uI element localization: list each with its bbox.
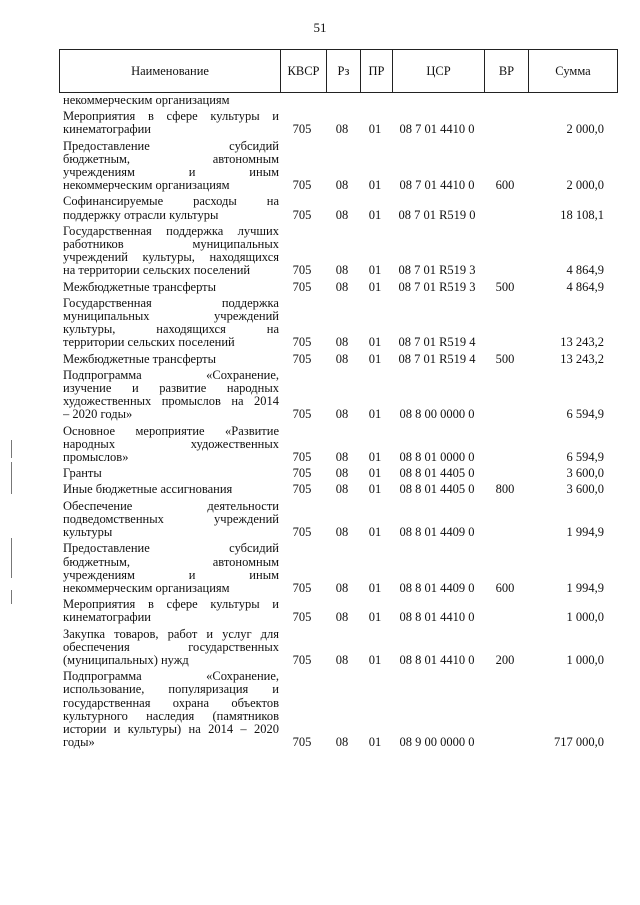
row-name-line: обеспечения государственных — [63, 640, 279, 654]
header-name: Наименование — [131, 63, 209, 78]
cell-pr: 01 — [368, 335, 382, 350]
table-row — [59, 628, 618, 668]
row-name — [59, 281, 279, 294]
row-name-line: культурного наследия (памятников — [63, 709, 279, 723]
row-name-line: некоммерческим организациям — [63, 179, 230, 193]
row-name-line: на территории сельских поселений — [63, 264, 251, 278]
header-kvsr: КВСР — [280, 50, 326, 92]
row-name-line: подведомственных учреждений — [63, 512, 279, 526]
row-name — [59, 195, 279, 221]
cell-vr: 200 — [495, 652, 515, 667]
row-name-line: территории сельских поселений — [63, 336, 235, 350]
cell-rz: 08 — [335, 407, 349, 422]
row-name — [59, 353, 279, 366]
row-name-line: Предоставление субсидий — [63, 542, 279, 556]
cell-pr: 01 — [368, 207, 382, 222]
cell-sum: 717 000,0 — [554, 735, 604, 750]
row-name-line: Мероприятия в сфере культуры и — [63, 110, 279, 124]
row-name-line: Подпрограмма «Сохранение, — [63, 368, 279, 382]
table-row — [59, 140, 618, 193]
row-name-line: Предоставление субсидий — [63, 139, 279, 153]
row-name-line: народных художественных — [63, 437, 279, 451]
cell-rz: 08 — [335, 735, 349, 750]
cell-rz: 08 — [335, 279, 349, 294]
cell-pr: 01 — [368, 580, 382, 595]
table-row — [59, 500, 618, 540]
cell-csr: 08 7 01 R519 3 — [398, 279, 476, 294]
row-name-line: поддержку отрасли культуры — [63, 208, 219, 222]
cell-vr: 800 — [495, 482, 515, 497]
table-body — [59, 94, 618, 749]
cell-pr: 01 — [368, 466, 382, 481]
cell-vr: 600 — [495, 580, 515, 595]
cell-rz: 08 — [335, 450, 349, 465]
header-sum: Сумма — [528, 50, 617, 92]
cell-sum: 2 000,0 — [566, 122, 604, 137]
row-name — [59, 500, 279, 540]
row-name — [59, 297, 279, 350]
table-row — [59, 353, 618, 366]
cell-sum: 4 864,9 — [566, 263, 604, 278]
row-name-line: Государственная поддержка — [63, 296, 279, 310]
cell-rz: 08 — [335, 178, 349, 193]
table-header — [59, 49, 618, 93]
cell-pr: 01 — [368, 263, 382, 278]
table-row — [59, 110, 618, 136]
table-row — [59, 542, 618, 595]
cell-pr: 01 — [368, 525, 382, 540]
row-name-line: учреждений культуры, находящихся — [63, 251, 279, 265]
cell-vr: 500 — [495, 279, 515, 294]
cell-csr: 08 7 01 R519 4 — [398, 335, 476, 350]
row-name-line: некоммерческим организациям — [63, 581, 230, 595]
cell-rz: 08 — [335, 466, 349, 481]
row-name-line: использование, популяризация и — [63, 683, 279, 697]
cell-kvsr: 705 — [292, 610, 312, 625]
cell-kvsr: 705 — [292, 263, 312, 278]
row-name-line: культуры, находящихся на — [63, 323, 279, 337]
cell-csr: 08 8 01 4405 0 — [399, 466, 475, 481]
row-name — [59, 483, 279, 496]
cell-sum: 4 864,9 — [566, 279, 604, 294]
row-name-line: муниципальных учреждений — [63, 310, 279, 324]
row-name-line: бюджетным, автономным — [63, 555, 279, 569]
row-name — [59, 598, 279, 624]
row-name-line: художественных промыслов на 2014 — [63, 395, 279, 409]
cell-pr: 01 — [368, 610, 382, 625]
margin-mark — [11, 538, 12, 578]
row-name — [59, 110, 279, 136]
table-row — [59, 369, 618, 422]
cell-csr: 08 8 00 0000 0 — [399, 407, 475, 422]
row-name — [59, 670, 279, 749]
header-pr: ПР — [360, 50, 392, 92]
cell-csr: 08 7 01 R519 3 — [398, 263, 476, 278]
table-row — [59, 598, 618, 624]
cell-rz: 08 — [335, 610, 349, 625]
cell-sum: 13 243,2 — [560, 351, 604, 366]
cell-csr: 08 8 01 4409 0 — [399, 580, 475, 595]
cell-kvsr: 705 — [292, 450, 312, 465]
cell-pr: 01 — [368, 407, 382, 422]
cell-pr: 01 — [368, 122, 382, 137]
cell-csr: 08 8 01 4410 0 — [399, 610, 475, 625]
row-name-line: Подпрограмма «Сохранение, — [63, 670, 279, 684]
header-vr: ВР — [484, 50, 528, 92]
cell-pr: 01 — [368, 351, 382, 366]
cell-pr: 01 — [368, 735, 382, 750]
cell-sum: 1 994,9 — [566, 525, 604, 540]
cell-sum: 2 000,0 — [566, 178, 604, 193]
cell-kvsr: 705 — [292, 122, 312, 137]
cell-vr: 600 — [495, 178, 515, 193]
cell-rz: 08 — [335, 525, 349, 540]
table-row — [59, 225, 618, 278]
cell-csr: 08 9 00 0000 0 — [399, 735, 475, 750]
cell-pr: 01 — [368, 450, 382, 465]
row-name-line: Межбюджетные трансферты — [63, 352, 217, 366]
row-name-line: работников муниципальных — [63, 238, 279, 252]
row-name-line: кинематографии — [63, 611, 152, 625]
table-row — [59, 94, 618, 107]
cell-rz: 08 — [335, 263, 349, 278]
row-name-line: Основное мероприятие «Развитие — [63, 424, 279, 438]
row-name-line: – 2020 годы» — [63, 408, 133, 422]
cell-rz: 08 — [335, 351, 349, 366]
cell-kvsr: 705 — [292, 735, 312, 750]
cell-rz: 08 — [335, 580, 349, 595]
cell-rz: 08 — [335, 335, 349, 350]
row-name — [59, 628, 279, 668]
cell-sum: 18 108,1 — [560, 207, 604, 222]
cell-sum: 6 594,9 — [566, 407, 604, 422]
cell-kvsr: 705 — [292, 580, 312, 595]
row-name — [59, 467, 279, 480]
cell-sum: 13 243,2 — [560, 335, 604, 350]
cell-rz: 08 — [335, 482, 349, 497]
cell-pr: 01 — [368, 482, 382, 497]
margin-mark — [11, 462, 12, 494]
cell-kvsr: 705 — [292, 525, 312, 540]
row-name-line: промыслов» — [63, 451, 129, 465]
row-name-line: Обеспечение деятельности — [63, 499, 279, 513]
row-name-line: учреждениям и иным — [63, 568, 279, 582]
header-rz: Рз — [326, 50, 360, 92]
cell-csr: 08 8 01 4410 0 — [399, 652, 475, 667]
row-name — [59, 94, 279, 107]
row-name-line: государственная охрана объектов — [63, 696, 279, 710]
page-number: 51 — [313, 20, 327, 35]
row-name-line: годы» — [63, 736, 95, 750]
cell-sum: 3 600,0 — [566, 466, 604, 481]
cell-csr: 08 8 01 0000 0 — [399, 450, 475, 465]
cell-kvsr: 705 — [292, 407, 312, 422]
cell-vr: 500 — [495, 351, 515, 366]
cell-sum: 6 594,9 — [566, 450, 604, 465]
row-name-line: Мероприятия в сфере культуры и — [63, 598, 279, 612]
table-row — [59, 297, 618, 350]
table-row — [59, 281, 618, 294]
row-name-line: Иные бюджетные ассигнования — [63, 483, 233, 497]
cell-csr: 08 7 01 R519 0 — [398, 207, 476, 222]
cell-kvsr: 705 — [292, 279, 312, 294]
cell-pr: 01 — [368, 279, 382, 294]
header-csr: ЦСР — [392, 50, 484, 92]
cell-kvsr: 705 — [292, 351, 312, 366]
cell-sum: 1 994,9 — [566, 580, 604, 595]
row-name-line: Закупка товаров, работ и услуг для — [63, 627, 279, 641]
table-row — [59, 195, 618, 221]
table-row — [59, 483, 618, 496]
cell-kvsr: 705 — [292, 466, 312, 481]
cell-rz: 08 — [335, 652, 349, 667]
row-name — [59, 140, 279, 193]
row-name-line: изучение и развитие народных — [63, 382, 279, 396]
cell-csr: 08 8 01 4405 0 — [399, 482, 475, 497]
row-name — [59, 225, 279, 278]
cell-csr: 08 8 01 4409 0 — [399, 525, 475, 540]
cell-pr: 01 — [368, 652, 382, 667]
cell-kvsr: 705 — [292, 652, 312, 667]
row-name-line: бюджетным, автономным — [63, 152, 279, 166]
table-row — [59, 670, 618, 749]
row-name-line: некоммерческим организациям — [63, 94, 230, 107]
row-name-line: Межбюджетные трансферты — [63, 280, 217, 294]
row-name — [59, 542, 279, 595]
margin-mark — [11, 590, 12, 604]
margin-mark — [11, 440, 12, 458]
row-name — [59, 369, 279, 422]
cell-kvsr: 705 — [292, 207, 312, 222]
cell-sum: 1 000,0 — [566, 610, 604, 625]
cell-rz: 08 — [335, 207, 349, 222]
row-name-line: истории и культуры) на 2014 – 2020 — [63, 722, 279, 736]
row-name-line: культуры — [63, 526, 113, 540]
row-name — [59, 425, 279, 465]
table-row — [59, 467, 618, 480]
cell-csr: 08 7 01 4410 0 — [399, 122, 475, 137]
row-name-line: Государственная поддержка лучших — [63, 224, 279, 238]
row-name-line: кинематографии — [63, 123, 152, 137]
row-name-line: учреждениям и иным — [63, 166, 279, 180]
cell-kvsr: 705 — [292, 178, 312, 193]
cell-kvsr: 705 — [292, 482, 312, 497]
table-row — [59, 425, 618, 465]
cell-pr: 01 — [368, 178, 382, 193]
row-name-line: (муниципальных) нужд — [63, 653, 189, 667]
cell-csr: 08 7 01 R519 4 — [398, 351, 476, 366]
cell-sum: 3 600,0 — [566, 482, 604, 497]
cell-sum: 1 000,0 — [566, 652, 604, 667]
row-name-line: Софинансируемые расходы на — [63, 195, 279, 209]
cell-kvsr: 705 — [292, 335, 312, 350]
cell-csr: 08 7 01 4410 0 — [399, 178, 475, 193]
row-name-line: Гранты — [63, 467, 102, 481]
cell-rz: 08 — [335, 122, 349, 137]
